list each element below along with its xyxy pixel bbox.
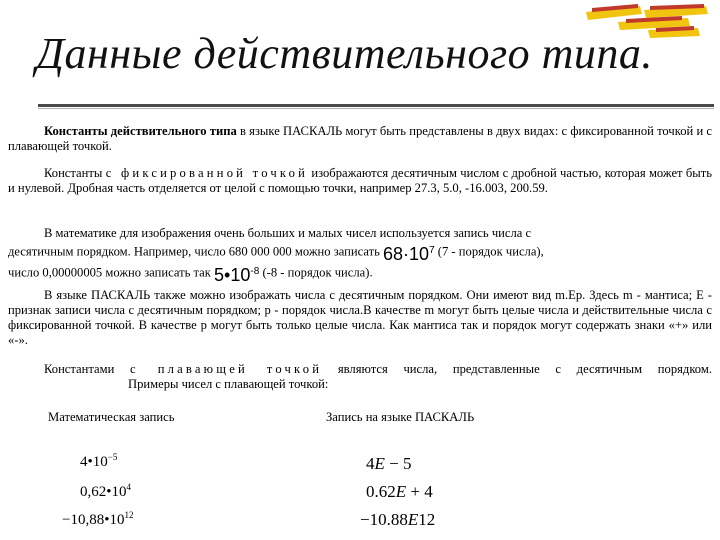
pascal-example-1: 4E − 5 — [366, 454, 412, 473]
paragraph-pascal-exponent: В языке ПАСКАЛЬ также можно изображать числа с десятичным порядком. Они имеют вид m.Ep. Здесь m - мантиса; E - признак записи числа с десятичным порядком; p - порядок числа.В качестве m могут быть целые числа и действительные числа с фиксированной точкой. В качестве p могут быть только целые числа. Как мантиса так и порядок могут содержать знаки «+» или «-». — [8, 288, 712, 347]
title-divider — [38, 104, 714, 107]
formula-5e-8: $5•10^{-8}$ — [214, 265, 260, 285]
line — [8, 263, 712, 284]
paragraph-text: изображаются десятичным числом с дробной частью, которая может быть и нулевой. Дробная часть отделяется от целой с помощью точки, например 27.3, 5.0, -16.003, 200.59. — [8, 166, 712, 195]
paragraph-exponent-math — [8, 224, 712, 284]
paragraph-text: в языке ПАСКАЛЬ могут быть представлены в двух видах: с фиксированной точкой и с плавающей точкой. — [8, 124, 712, 153]
line-text: (-8 - порядок числа). — [262, 265, 373, 280]
math-column-header: Математическая запись — [48, 410, 175, 424]
line — [8, 242, 712, 263]
page-title: Данные действительного типа. — [36, 29, 653, 78]
line-text: (7 - порядок числа), — [437, 244, 544, 259]
line-text: число 0,00000005 можно записать так — [8, 265, 211, 280]
spaced-term: с фиксированной точкой — [105, 166, 309, 180]
examples-label: Примеры чисел с плавающей точкой: — [128, 377, 329, 391]
formula-680e7: $68\cdot 10^7$ — [383, 244, 435, 264]
pascal-example-2: 0.62E + 4 — [366, 482, 433, 501]
paragraph-text: являются числа, представленные с десятичным порядком. — [322, 362, 712, 376]
bold-term: Константы действительного типа — [44, 124, 237, 138]
paragraph-lead: Константы — [44, 166, 106, 180]
paragraph-floating-point — [8, 362, 712, 392]
paragraph-definition — [8, 124, 712, 154]
line-text: десятичным порядком. Например, число 680 000 000 можно записать — [8, 244, 380, 259]
title-divider-shadow — [38, 108, 714, 109]
line: В математике для изображения очень больших и малых чисел используется запись числа с — [44, 226, 532, 240]
math-example-1: $4•10^{-5}$ — [80, 452, 118, 470]
pascal-example-3: −10.88E12 — [360, 510, 436, 529]
pascal-column-header: Запись на языке ПАСКАЛЬ — [326, 410, 475, 424]
paragraph-lead: Константами — [44, 362, 131, 376]
paragraph-fixed-point — [8, 166, 712, 196]
math-example-3: $-10,88•10^{12}$ — [62, 510, 134, 528]
spaced-term: с плавающей точкой — [130, 362, 323, 376]
math-example-2: $0,62•10^4$ — [80, 482, 132, 500]
